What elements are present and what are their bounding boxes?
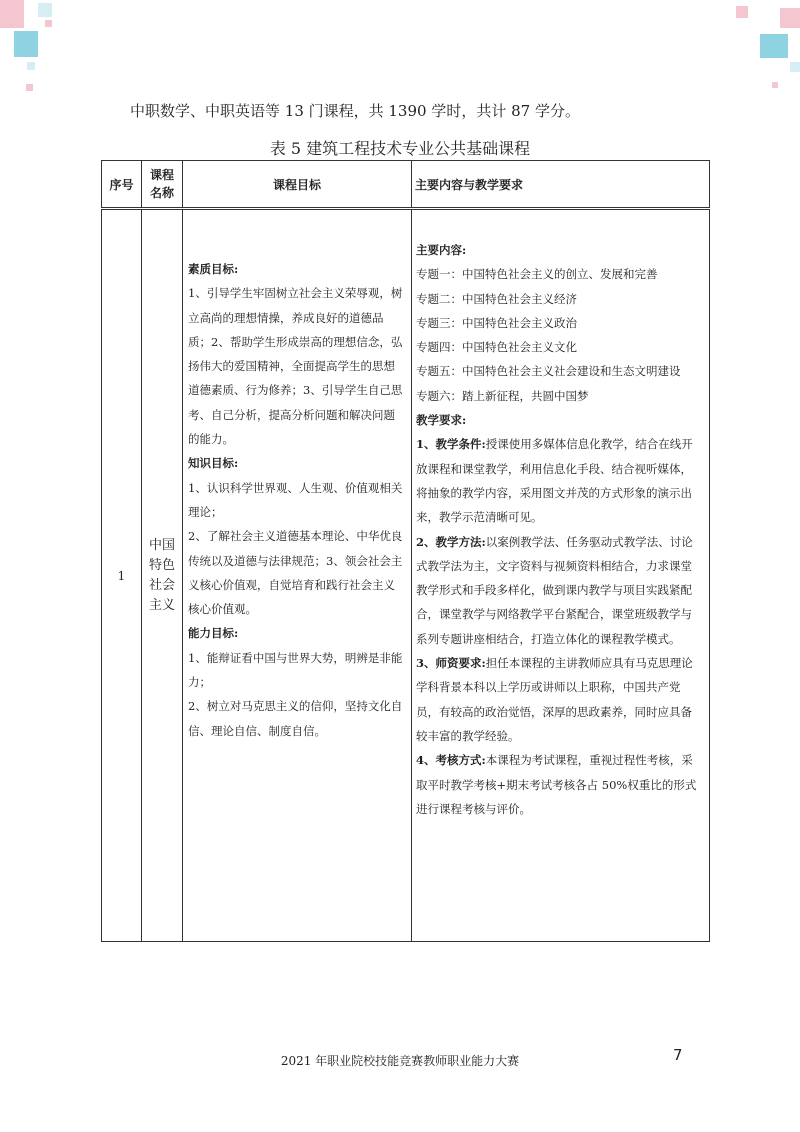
topic-item: 专题六：踏上新征程，共圆中国梦 xyxy=(416,388,589,403)
requirement-label: 2、教学方法: xyxy=(416,534,486,549)
knowledge-goal-title: 知识目标: xyxy=(188,456,239,471)
table-header-row xyxy=(102,161,710,209)
requirement-teaching-methods xyxy=(416,530,701,651)
quality-goal-text: 1、引导学生牢固树立社会主义荣辱观，树立高尚的理想情操，养成良好的道德品质；2、帮助学生形成崇高的理想信念，弘扬伟大的爱国精神，全面提高学生的思想道德素质、行为修养；3、引导学生自己思考、自己分析，提高分析问题和解决问题的能力。 xyxy=(188,286,403,447)
header-index: 序号 xyxy=(102,161,142,209)
row-course-goals xyxy=(183,209,412,942)
row-course-name: 中国特色社会主义 xyxy=(142,209,183,942)
requirement-label: 4、考核方式: xyxy=(416,753,486,768)
ability-goal-1: 1、能辩证看中国与世界大势，明辨是非能力； xyxy=(188,650,403,690)
requirement-label: 3、师资要求: xyxy=(416,656,486,671)
table-caption: 表 5 建筑工程技术专业公共基础课程 xyxy=(269,139,531,158)
row-index: 1 xyxy=(102,209,142,942)
knowledge-goal-1: 1、认识科学世界观、人生观、价值观相关理论； xyxy=(188,480,403,519)
requirement-teacher-qualification xyxy=(416,651,701,748)
knowledge-goal-2: 2、了解社会主义道德基本理论、中华优良传统以及道德与法律规范；3、领会社会主义核心价值观，自觉培育和践行社会主义核心价值观。 xyxy=(188,529,403,617)
topic-item: 专题四：中国特色社会主义文化 xyxy=(416,340,577,355)
quality-goal-title: 素质目标: xyxy=(188,262,239,276)
requirement-assessment xyxy=(416,748,701,821)
requirement-text: 以案例教学法、任务驱动式教学法、讨论式教学法为主，文字资料与视频资料相结合，力求课堂教学形式和手段多样化，做到课内教学与项目实践紧配合，课堂教学与网络教学平台紧配合，课堂班级教学与系列专题讲座相结合，打造立体化的课程教学模式。 xyxy=(416,534,693,646)
table-row xyxy=(102,209,710,942)
row-content-requirements xyxy=(412,209,710,942)
intro-paragraph: 中职数学、中职英语等 13 门课程，共 1390 学时，共计 87 学分。 xyxy=(130,102,580,120)
requirement-text: 授课使用多媒体信息化教学，结合在线开放课程和课堂教学，利用信息化手段、结合视听媒体，将抽象的教学内容，采用图文并茂的方式形象的演示出来，教学示范清晰可见。 xyxy=(416,437,693,525)
main-content-title: 主要内容: xyxy=(416,243,467,257)
page-number: 7 xyxy=(673,1046,683,1064)
requirement-label: 1、教学条件: xyxy=(416,437,486,452)
topic-item: 专题五：中国特色社会主义社会建设和生态文明建设 xyxy=(416,364,681,379)
requirement-text: 担任本课程的主讲教师应具有马克思理论学科背景本科以上学历或讲师以上职称，中国共产党员，有较高的政治觉悟，深厚的思政素养，同时应具备较丰富的教学经验。 xyxy=(416,656,693,743)
ability-goal-2: 2、树立对马克思主义的信仰，坚持文化自信、理论自信、制度自信。 xyxy=(188,699,403,738)
header-course-name: 课程名称 xyxy=(142,161,183,209)
curriculum-table xyxy=(101,160,710,942)
header-content-requirements: 主要内容与教学要求 xyxy=(412,161,710,209)
topic-item: 专题二：中国特色社会主义经济 xyxy=(416,291,577,306)
teaching-requirements-title: 教学要求: xyxy=(416,413,467,428)
requirement-text: 本课程为考试课程，重视过程性考核，采取平时教学考核+期末考试考核各占 50%权重比的形式进行课程考核与评价。 xyxy=(416,753,697,816)
topic-item: 专题一：中国特色社会主义的创立、发展和完善 xyxy=(416,267,658,282)
topic-item: 专题三：中国特色社会主义政治 xyxy=(416,315,577,330)
requirement-teaching-conditions xyxy=(416,432,701,529)
header-course-goals: 课程目标 xyxy=(183,161,412,209)
ability-goal-title: 能力目标: xyxy=(188,626,239,641)
page-footer: 2021 年职业院校技能竞赛教师职业能力大赛 xyxy=(280,1054,520,1068)
